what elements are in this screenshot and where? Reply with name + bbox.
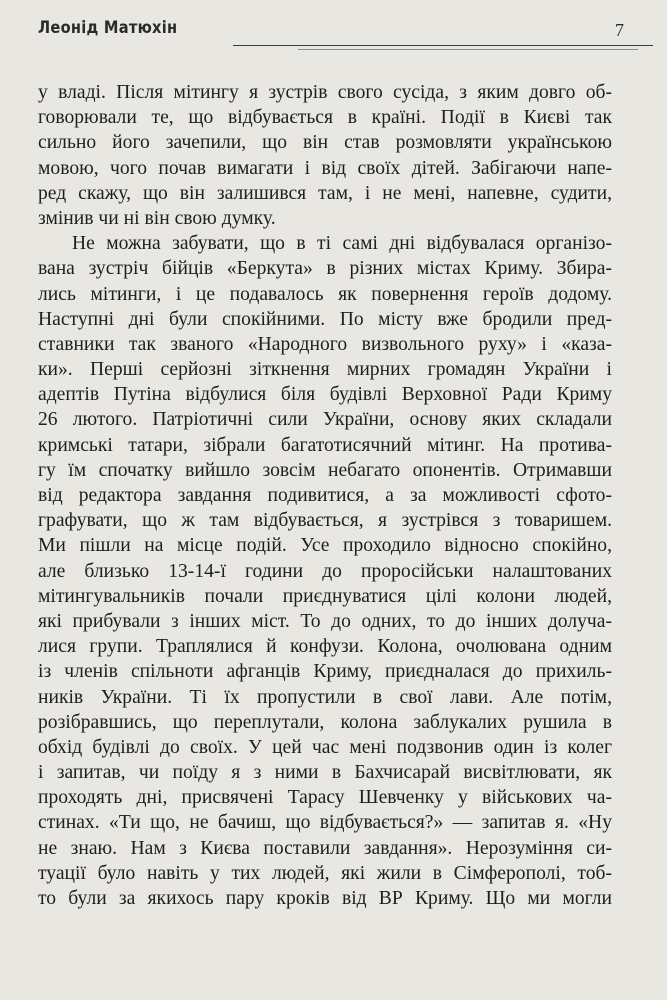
text-line: то були за якихось пару кроків від ВР Криму. Що ми могли — [38, 888, 612, 909]
text-line: лися групи. Траплялися й конфузи. Колона, очолювана одним — [38, 636, 612, 658]
text-line: розібравшись, що переплутали, колона заблукалих рушила в — [38, 711, 612, 733]
text-line: вана зустріч бійців «Беркута» в різних містах Криму. Збира- — [38, 258, 612, 280]
text-line: адептів Путіна відбулися біля будівлі Верховної Ради Криму — [38, 384, 612, 406]
text-line: проходять дні, присвячені Тарасу Шевченку у військових ча- — [38, 787, 612, 809]
text-line: кримські татари, зібрали багатотисячний мітинг. На протива- — [38, 434, 612, 456]
text-line: гу їм спочатку вийшло зовсім небагато опонентів. Отримавши — [38, 459, 612, 481]
text-line: Наступні дні були спокійними. По місту вже бродили пред- — [38, 308, 612, 330]
running-header — [38, 16, 630, 58]
text-line: обхід будівлі до своїх. У цей час мені подзвонив один із колег — [38, 736, 612, 758]
text-line: і запитав, чи поїду я з ними в Бахчисарай висвітлювати, як — [38, 762, 612, 784]
text-line: ставники так званого «Народного визвольного руху» і «каза- — [38, 333, 612, 355]
text-line: стинах. «Ти що, не бачиш, що відбувається?» — запитав я. «Ну — [38, 812, 612, 834]
text-line: але близько 13-14-ї години до проросійськи налаштованих — [38, 560, 612, 582]
text-line: сильно його зачепили, що він став розмовляти українською — [38, 132, 612, 154]
text-line: Не можна забувати, що в ті самі дні відбувалася організо- — [72, 233, 612, 255]
text-line: від редактора завдання подивитися, а за можливості сфото- — [38, 485, 612, 506]
text-line: із членів спільноти афганців Криму, приєдналася до прихиль- — [38, 661, 612, 683]
text-line: не знаю. Нам з Києва поставили завдання». Нерозуміння си- — [38, 837, 612, 859]
text-line: у владі. Після мітингу я зустрів свого сусіда, з яким довго об- — [38, 82, 612, 103]
text-line: змінив чи ні він свою думку. — [38, 207, 276, 229]
text-line: які прибували з інших міст. То до одних, то до інших долуча- — [38, 610, 612, 632]
body-text — [38, 80, 612, 911]
text-line: графувати, що ж там відбувається, я зустрівся з товаришем. — [38, 510, 612, 532]
text-line: говорювали те, що відбувається в країні. Події в Києві так — [38, 107, 612, 129]
header-rule — [233, 45, 653, 46]
text-line: туації було навіть у тих людей, які жили в Сімферополі, тоб- — [38, 862, 612, 884]
text-line: ки». Перші серйозні зіткнення мирних громадян України і — [38, 359, 612, 381]
text-line: лись мітинги, і це подавалось як повернення героїв додому. — [38, 283, 612, 305]
text-line: ників України. Ті їх пропустили в свої лави. Але потім, — [38, 686, 612, 708]
text-line: Ми пішли на місце подій. Усе проходило відносно спокійно, — [38, 535, 612, 557]
header-rule-faint — [298, 49, 638, 50]
text-line: мовою, чого почав вимагати і від своїх дітей. Забігаючи напе- — [38, 157, 612, 179]
text-line: мітингувальників почали приєднуватися цілі колони людей, — [38, 585, 612, 607]
running-head-author: Леонід Матюхін — [38, 18, 178, 38]
page-number: 7 — [615, 20, 624, 40]
text-line: 26 лютого. Патріотичні сили України, основу яких складали — [38, 409, 612, 431]
text-line: ред скажу, що він залишився там, і не мені, напевне, судити, — [38, 182, 612, 204]
